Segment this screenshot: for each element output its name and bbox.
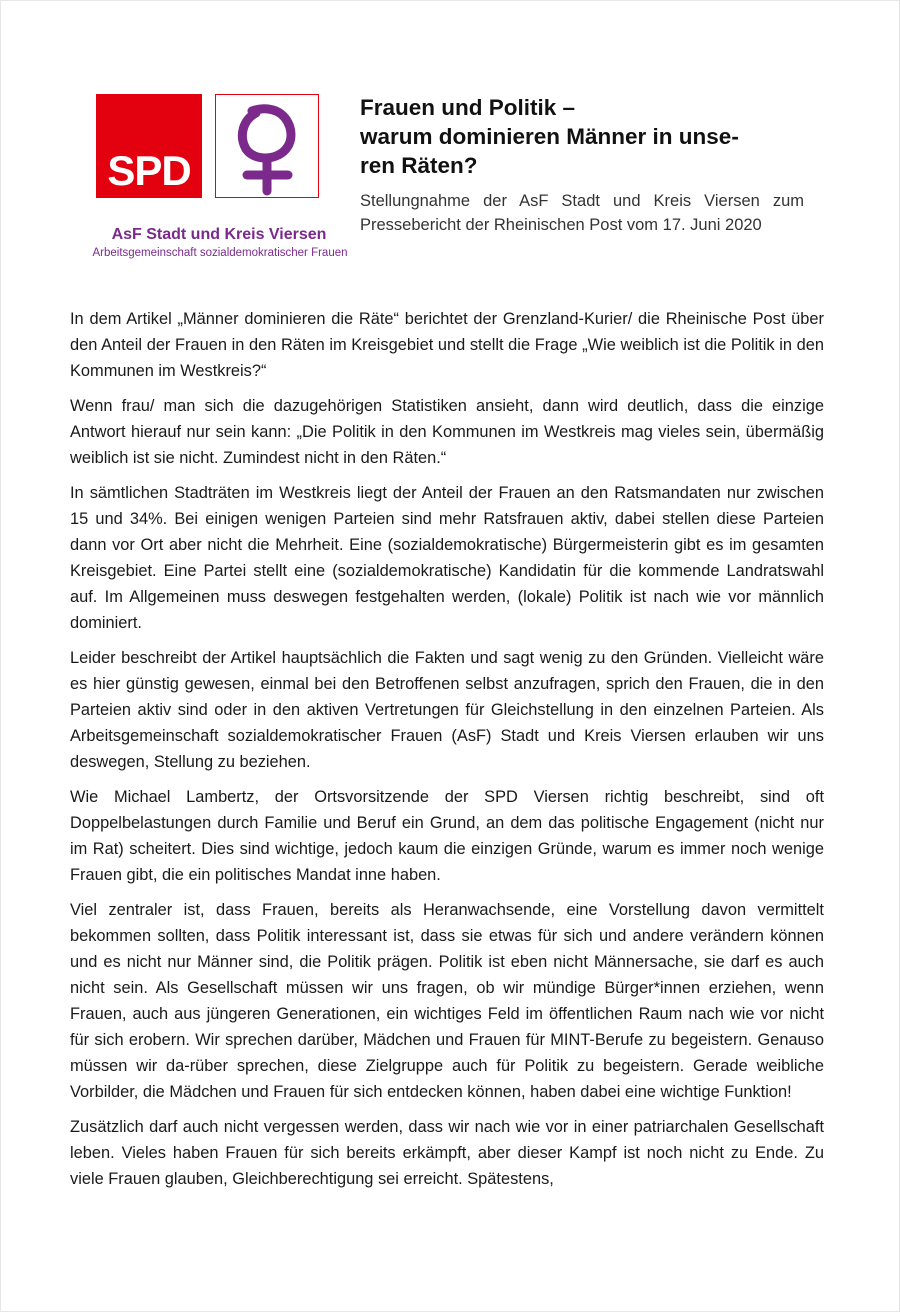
org-subtitle: Arbeitsgemeinschaft sozialdemokratischer Frauen	[92, 247, 348, 259]
subtitle-line-1: Stellungnahme der AsF Stadt und Kreis Viersen zum	[360, 192, 804, 210]
subtitle-line-2: Pressebericht der Rheinischen Post vom 17. Juni 2020	[360, 216, 762, 234]
paragraph: In dem Artikel „Männer dominieren die Räte“ berichtet der Grenzland-Kurier/ die Rheinische Post über den Anteil der Frauen in den Räten im Kreisgebiet und stellt die Frage „Wie weiblich ist die Politik in den Kommunen im Westkreis?“	[70, 310, 824, 380]
paragraph: Zusätzlich darf auch nicht vergessen werden, dass wir nach wie vor in einer patriarchalen Gesellschaft leben. Vieles haben Frauen für sich bereits erkämpft, aber dieser Kampf ist noch nicht zu Ende. Zu viele Frauen glauben, Gleichberechtigung sei erreicht. Spätestens,	[70, 1118, 824, 1188]
paragraph: Leider beschreibt der Artikel hauptsächlich die Fakten und sagt wenig zu den Gründen. Vielleicht wäre es hier günstig gewesen, einmal bei den Betroffenen selbst anzufragen, sprich den Frauen, die in den Parteien aktiv sind oder in den aktiven Vertretungen für Gleichstellung in den einzelnen Parteien. Als Arbeitsgemeinschaft sozialdemokratischer Frauen (AsF) Stadt und Kreis Viersen erlauben wir uns deswegen, Stellung zu beziehen.	[70, 649, 824, 771]
document-subtitle	[360, 189, 804, 237]
document-body	[70, 306, 824, 1201]
document-title	[360, 93, 830, 180]
paragraph: Wenn frau/ man sich die dazugehörigen Statistiken ansieht, dann wird deutlich, dass die einzige Antwort hierauf nur sein kann: „Die Politik in den Kommunen im Westkreis mag vieles sein, übermäßig weiblich ist sie nicht. Zumindest nicht in den Räten.“	[70, 397, 824, 467]
venus-female-symbol-icon	[216, 95, 320, 199]
title-line-2: warum dominieren Männer in unse-	[360, 124, 739, 149]
spd-logo	[96, 94, 202, 198]
paragraph: Wie Michael Lambertz, der Ortsvorsitzende der SPD Viersen richtig beschreibt, sind oft Doppelbelastungen durch Familie und Beruf ein Grund, an dem das politische Engagement (nicht nur im Rat) scheitert. Dies sind wichtige, jedoch kaum die einzigen Gründe, warum es immer noch wenige Frauen gibt, die ein politisches Mandat inne haben.	[70, 788, 824, 884]
spd-logo-text: SPD	[107, 147, 191, 194]
title-line-1: Frauen und Politik –	[360, 95, 576, 120]
paragraph: Viel zentraler ist, dass Frauen, bereits als Heranwachsende, eine Vorstellung davon vermittelt bekommen sollten, dass Politik interessant ist, dass sie etwas für sich und andere verändern können und es nicht nur Männer sind, die Politik prägen. Politik ist eben nicht Männersache, sie darf es auch nicht sein. Als Gesellschaft müssen wir uns fragen, ob wir mündige Bürger*innen erziehen, wenn Frauen, auch aus jüngeren Generationen, ein wichtiges Feld im öffentlichen Raum nach wie vor nicht für sich erobern. Wir sprechen darüber, Mädchen und Frauen für MINT-Berufe zu begeistern. Genauso müssen wir da-rüber sprechen, diese Zielgruppe auch für Politik zu begeistern. Gerade weibliche Vorbilder, die Mädchen und Frauen für sich entdecken können, haben dabei eine wichtige Funktion!	[70, 901, 824, 1101]
venus-logo	[215, 94, 319, 198]
org-name: AsF Stadt und Kreis Viersen	[111, 226, 327, 243]
paragraph: In sämtlichen Stadträten im Westkreis liegt der Anteil der Frauen an den Ratsmandaten nur zwischen 15 und 34%. Bei einigen wenigen Parteien sind mehr Ratsfrauen aktiv, dabei stellen diese Parteien dann vor Ort aber nicht die Mehrheit. Eine (sozialdemokratische) Bürgermeisterin gibt es im gesamten Kreisgebiet. Eine Partei stellt eine (sozialdemokratische) Kandidatin für die kommende Landratswahl auf. Im Allgemeinen muss deswegen festgehalten werden, (lokale) Politik ist nach wie vor männlich dominiert.	[70, 484, 824, 632]
title-line-3: ren Räten?	[360, 153, 478, 178]
